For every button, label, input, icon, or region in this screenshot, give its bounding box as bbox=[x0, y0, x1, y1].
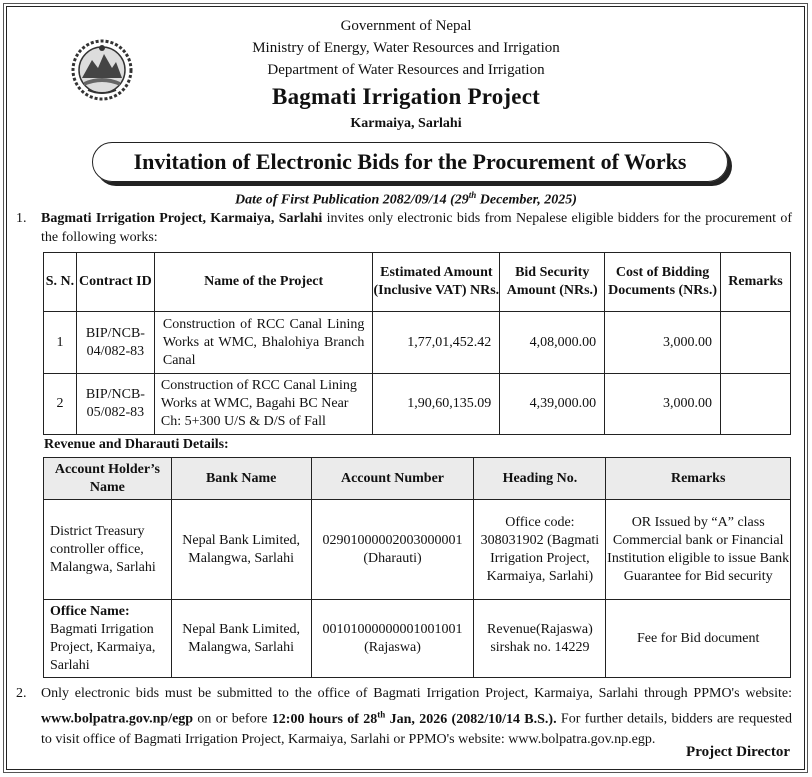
cell-remarks: OR Issued by “A” class Commercial bank or Financial Institution eligible to issue Bank Guarantee for Bid security bbox=[606, 500, 791, 600]
table-header-row bbox=[44, 458, 791, 500]
website-link[interactable]: www.bolpatra.gov.np/egp bbox=[41, 711, 194, 727]
ministry-line: Ministry of Energy, Water Resources and Irrigation bbox=[252, 40, 560, 56]
project-location: Karmaiya, Sarlahi bbox=[350, 116, 462, 131]
cell-security: 4,08,000.00 bbox=[500, 312, 605, 374]
column-header: Contract ID bbox=[76, 253, 154, 312]
works-table bbox=[43, 252, 791, 435]
deadline: 12:00 hours of 28th Jan, 2026 (2082/10/14 B.S.). bbox=[271, 709, 557, 727]
paragraph-number: 1. bbox=[16, 211, 27, 226]
cell-account-number: 00101000000001001001 (Rajaswa) bbox=[311, 600, 474, 678]
cell-project-name: Construction of RCC Canal Lining Works at WMC, Bhalohiya Branch Canal bbox=[154, 312, 373, 374]
cell-project-name: Construction of RCC Canal Lining Works at WMC, Bagahi BC Near Ch: 5+300 U/S & D/S of Fall bbox=[154, 374, 373, 435]
table-row bbox=[44, 600, 791, 678]
column-header: Estimated Amount (Inclusive VAT) NRs. bbox=[373, 253, 500, 312]
government-line: Government of Nepal bbox=[340, 18, 472, 34]
column-header: Heading No. bbox=[474, 458, 606, 500]
cell-contract-id: BIP/NCB-04/082-83 bbox=[76, 312, 154, 374]
cell-sn: 1 bbox=[44, 312, 77, 374]
paragraph-number: 2. bbox=[16, 686, 27, 701]
cell-sn: 2 bbox=[44, 374, 77, 435]
project-title: Bagmati Irrigation Project bbox=[272, 84, 540, 109]
table-row bbox=[44, 374, 791, 435]
column-header: Remarks bbox=[606, 458, 791, 500]
cell-remarks bbox=[721, 312, 791, 374]
cell-security: 4,39,000.00 bbox=[500, 374, 605, 435]
cell-estimate: 1,90,60,135.09 bbox=[373, 374, 500, 435]
cell-contract-id: BIP/NCB-05/082-83 bbox=[76, 374, 154, 435]
cell-cost: 3,000.00 bbox=[605, 312, 721, 374]
table-row bbox=[44, 312, 791, 374]
column-header: Account Holder’s Name bbox=[44, 458, 172, 500]
column-header: Cost of Bidding Documents (NRs.) bbox=[605, 253, 721, 312]
revenue-section-title: Revenue and Dharauti Details: bbox=[44, 437, 229, 452]
paragraph-text: invites only electronic bids from Nepalese eligible bidders for the procurement of the following works: bbox=[41, 211, 792, 245]
paragraph-bold-lead: Bagmati Irrigation Project, Karmaiya, Sarlahi bbox=[41, 211, 323, 226]
office-name-label: Office Name: bbox=[50, 603, 130, 619]
cell-account-holder: Office Name: Bagmati Irrigation Project, Karmaiya, Sarlahi bbox=[44, 600, 172, 678]
cell-cost: 3,000.00 bbox=[605, 374, 721, 435]
column-header: Name of the Project bbox=[154, 253, 373, 312]
cell-bank-name: Nepal Bank Limited, Malangwa, Sarlahi bbox=[171, 500, 311, 600]
cell-account-number: 02901000002003000001 (Dharauti) bbox=[311, 500, 474, 600]
cell-account-holder: District Treasury controller office, Malangwa, Sarlahi bbox=[44, 500, 172, 600]
publication-date: Date of First Publication 2082/09/14 (29th December, 2025) bbox=[235, 190, 577, 208]
table-row bbox=[44, 500, 791, 600]
table-header-row bbox=[44, 253, 791, 312]
cell-bank-name: Nepal Bank Limited, Malangwa, Sarlahi bbox=[171, 600, 311, 678]
cell-heading-no: Office code: 308031902 (Bagmati Irrigation Project, Karmaiya, Sarlahi) bbox=[474, 500, 606, 600]
signature-title: Project Director bbox=[686, 744, 790, 760]
cell-remarks: Fee for Bid document bbox=[606, 600, 791, 678]
cell-remarks bbox=[721, 374, 791, 435]
column-header: Remarks bbox=[721, 253, 791, 312]
cell-estimate: 1,77,01,452.42 bbox=[373, 312, 500, 374]
paragraph-2: 2. Only electronic bids must be submitted to the office of Bagmati Irrigation Project, Karmaiya, Sarlahi through PPMO's website: www.bolpatra.gov.np/egp on or before 12:00 hours of 28th Jan, 2026 (2082/10/14 B.S.). For further details, bidders are requested to visit office of Bagmati Irrigation Project, Karmaiya, Sarlahi or PPMO's website: www.bolpatra.gov.np.egp. bbox=[16, 686, 793, 747]
column-header: Bank Name bbox=[171, 458, 311, 500]
column-header: S. N. bbox=[44, 253, 77, 312]
revenue-table bbox=[43, 457, 791, 678]
cell-heading-no: Revenue(Rajaswa) sirshak no. 14229 bbox=[474, 600, 606, 678]
paragraph-1 bbox=[16, 209, 792, 247]
column-header: Bid Security Amount (NRs.) bbox=[500, 253, 605, 312]
notice-title-banner: Invitation of Electronic Bids for the Procurement of Works bbox=[92, 142, 728, 182]
department-line: Department of Water Resources and Irrigation bbox=[267, 62, 545, 78]
column-header: Account Number bbox=[311, 458, 474, 500]
